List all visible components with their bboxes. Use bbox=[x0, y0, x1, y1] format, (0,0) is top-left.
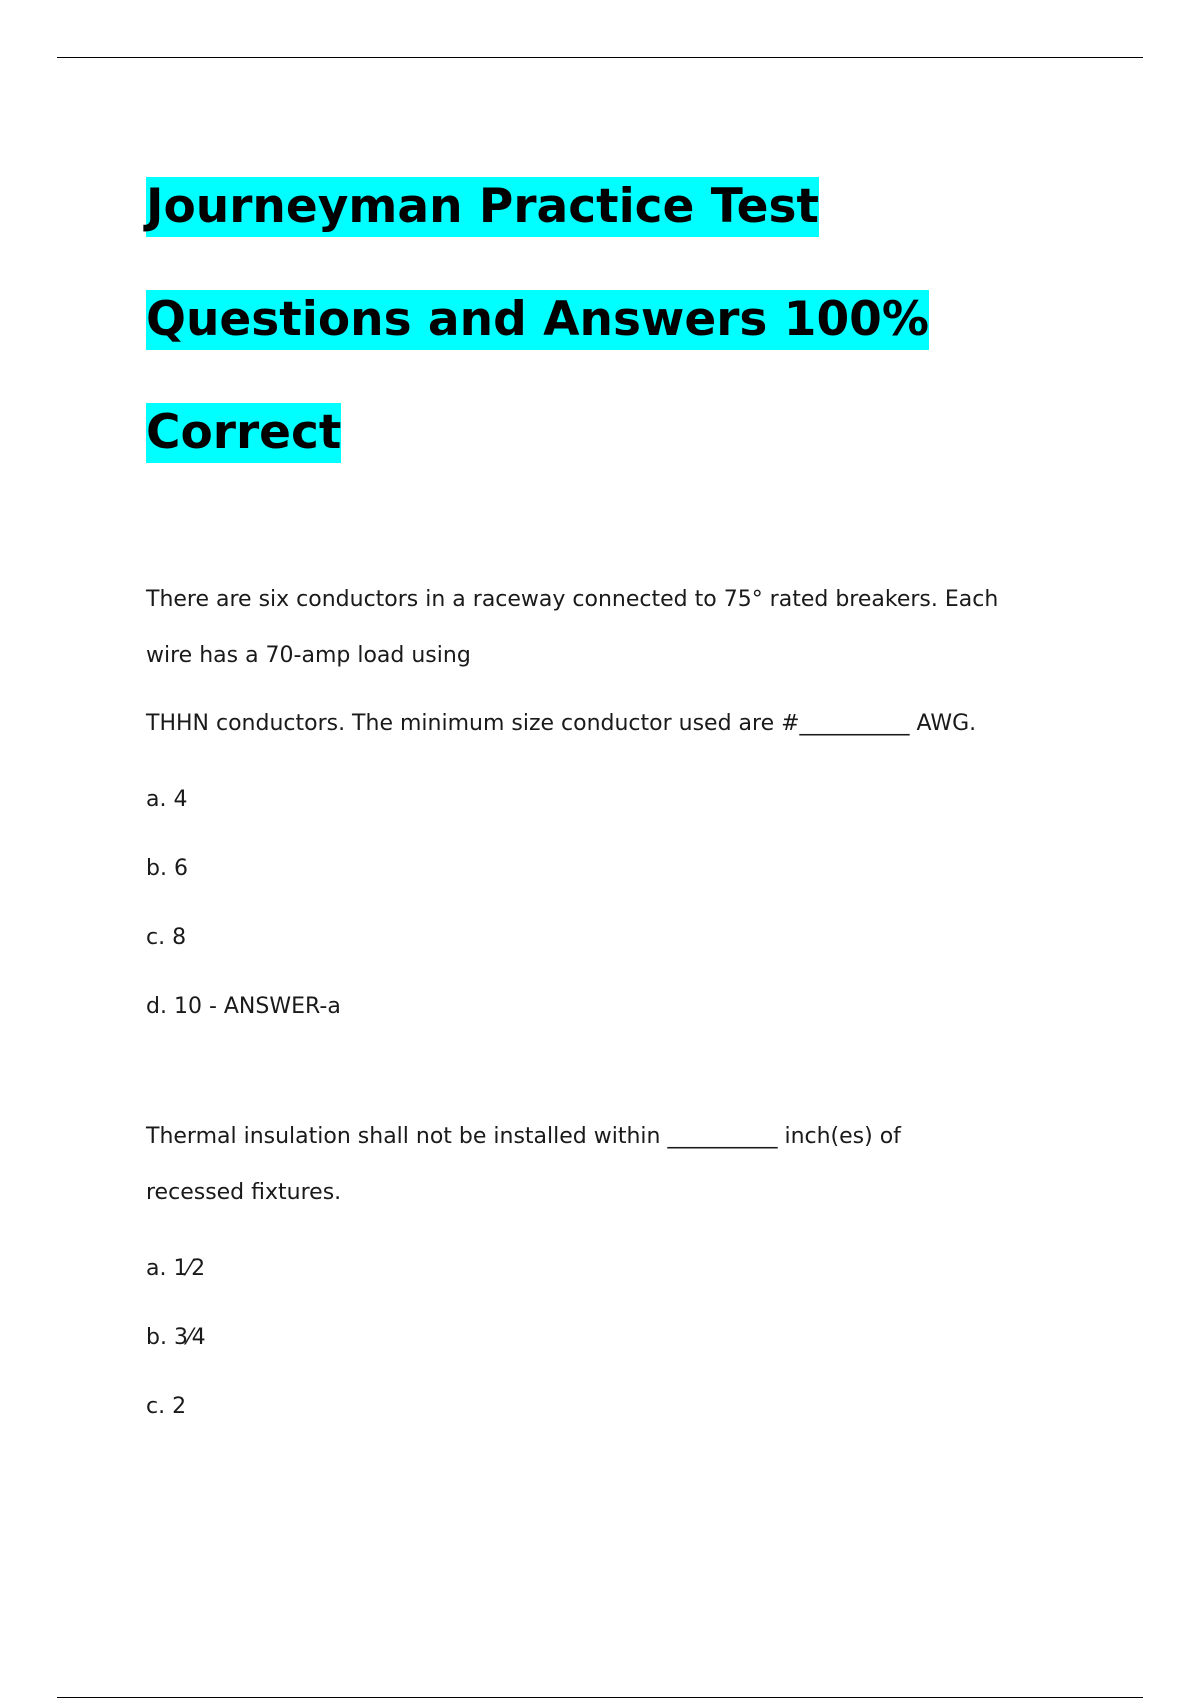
question-2-option-a: a. 1⁄2 bbox=[146, 1256, 206, 1281]
question-2 bbox=[146, 1109, 1106, 1441]
bottom-rule bbox=[57, 1697, 1143, 1698]
question-1-stem-line-1: There are six conductors in a raceway connected to 75° rated breakers. Each bbox=[146, 587, 999, 612]
title-line-2: Questions and Answers 100% bbox=[146, 290, 929, 350]
question-2-stem-line-2: recessed fixtures. bbox=[146, 1180, 342, 1205]
question-1-option-c: c. 8 bbox=[146, 925, 187, 950]
question-1-stem-line-2: wire has a 70-amp load using bbox=[146, 643, 471, 668]
top-rule bbox=[57, 57, 1143, 58]
question-1-stem-line-3: THHN conductors. The minimum size conductor used are #__________ AWG. bbox=[146, 711, 977, 736]
question-1-option-a: a. 4 bbox=[146, 787, 188, 812]
question-1-option-b: b. 6 bbox=[146, 856, 188, 881]
question-1-option-d: d. 10 - ANSWER-a bbox=[146, 994, 341, 1019]
question-2-option-c: c. 2 bbox=[146, 1394, 187, 1419]
title-line-3: Correct bbox=[146, 403, 341, 463]
question-2-option-b: b. 3⁄4 bbox=[146, 1325, 206, 1350]
question-1 bbox=[146, 572, 1106, 1041]
question-2-stem-line-1: Thermal insulation shall not be installed within __________ inch(es) of bbox=[146, 1124, 901, 1149]
title-line-1: Journeyman Practice Test bbox=[146, 177, 819, 237]
document-title bbox=[146, 150, 929, 489]
